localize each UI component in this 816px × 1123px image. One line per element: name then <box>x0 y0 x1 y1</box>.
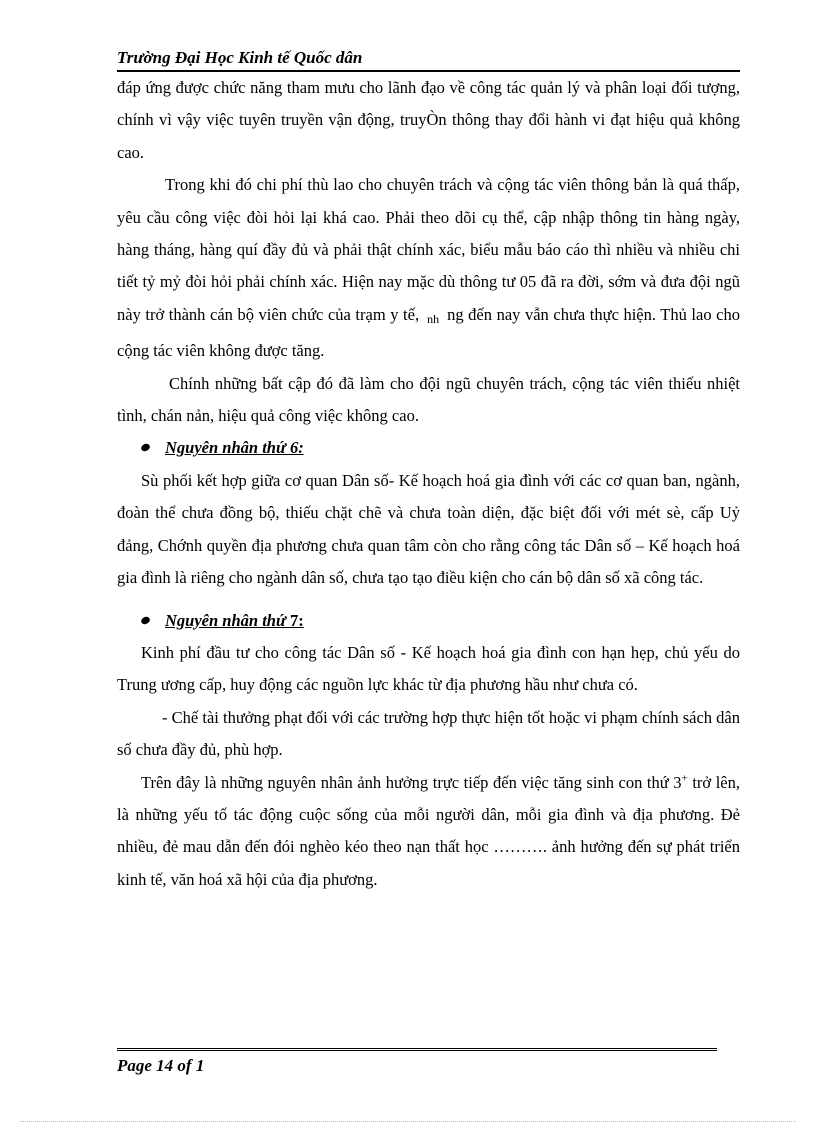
paragraph-4: Sù phối kết hợp giữa cơ quan Dân số- Kế hoạch hoá gia đình với các cơ quan ban, ngành, đoàn thể chưa đồng bộ, thiếu chặt chẽ và chưa toàn diện, đặc biệt đối với mét sè, cấp Uỷ đảng, Chớnh quyền địa phương chưa quan tâm còn cho rằng công tác Dân số – Kế hoạch hoá gia đình là riêng cho ngành dân số, chưa tạo tạo điều kiện cho cán bộ dân số xã công tác. <box>117 470 740 588</box>
cause-6-heading <box>117 432 740 464</box>
paragraph-2-part-b: ng đến nay vẫn chưa thực hiện. Thủ lao cho cộng tác viên không được tăng. <box>117 304 740 361</box>
paragraph-7-superscript: + <box>681 772 688 785</box>
paragraph-7-part-a: Trên đây là những nguyên nhân ảnh hưởng trực tiếp đến việc tăng sinh con thứ 3 <box>141 772 682 792</box>
cause-7-title <box>165 611 304 630</box>
paragraph-2-part-a: Trong khi đó chi phí thù lao cho chuyên trách và cộng tác viên thông bản là quá thấp, yêu cầu công việc đòi hỏi lại khá cao. Phải theo dõi cụ thể, cập nhập thông tin hàng ngày, hàng tháng, hàng quí đầy đủ và phải thật chính xác, biểu mẫu báo cáo thì nhiều và nhiều chi tiết tỷ mỷ đòi hỏi phải chính xác. Hiện nay mặc dù thông tư 05 đã ra đời, sớm và đưa đội ngũ này trở thành cán bộ viên chức của trạm y tế, <box>117 175 740 324</box>
cause-7-title-text: Nguyên nhân thứ <box>165 610 286 630</box>
bullet-icon <box>140 443 151 453</box>
paragraph-3: Chính những bất cập đó đã làm cho đội ngũ chuyên trách, cộng tác viên thiếu nhiệt tình, chán nản, hiệu quả công việc không cao. <box>117 373 740 426</box>
paragraph-6: - Chế tài thưởng phạt đối với các trường hợp thực hiện tốt hoặc vi phạm chính sách dân số chưa đầy đủ, phù hợp. <box>117 707 740 760</box>
paragraph-5: Kinh phí đầu tư cho công tác Dân số - Kế hoạch hoá gia đình con hạn hẹp, chủ yếu do Trung ương cấp, huy động các nguồn lực khác từ địa phương hầu như chưa có. <box>117 642 740 695</box>
document-body <box>117 72 740 896</box>
paragraph-1: đáp ứng được chức năng tham mưu cho lãnh đạo về công tác quản lý và phân loại đối tượng, chính vì vậy việc tuyên truyền vận động, truyÒn thông thay đổi hành vi đạt hiệu quả không cao. <box>117 78 740 162</box>
paragraph-2-subscript: nh <box>427 311 440 326</box>
bullet-icon <box>140 615 151 625</box>
page-edge-divider <box>20 1121 796 1122</box>
paragraph-7 <box>117 767 740 897</box>
page-header: Trường Đại Học Kinh tế Quốc dân <box>117 48 740 72</box>
page-footer: Page 14 of 1 <box>117 1056 205 1075</box>
cause-7-heading <box>117 605 740 637</box>
footer-divider <box>117 1048 717 1054</box>
paragraph-2 <box>117 169 740 367</box>
cause-7-title-number: 7: <box>289 610 304 630</box>
paragraph-7-part-b: trở lên, là những yếu tố tác động cuộc sống của mỗi người dân, mỗi gia đình và địa phương. Đẻ nhiều, đẻ mau dẫn đến đói nghèo kéo theo nạn thất học ………. ảnh hưởng đến sự phát triển kinh tế, văn hoá xã hội của địa phương. <box>117 772 740 889</box>
cause-6-title: Nguyên nhân thứ 6: <box>165 438 304 458</box>
